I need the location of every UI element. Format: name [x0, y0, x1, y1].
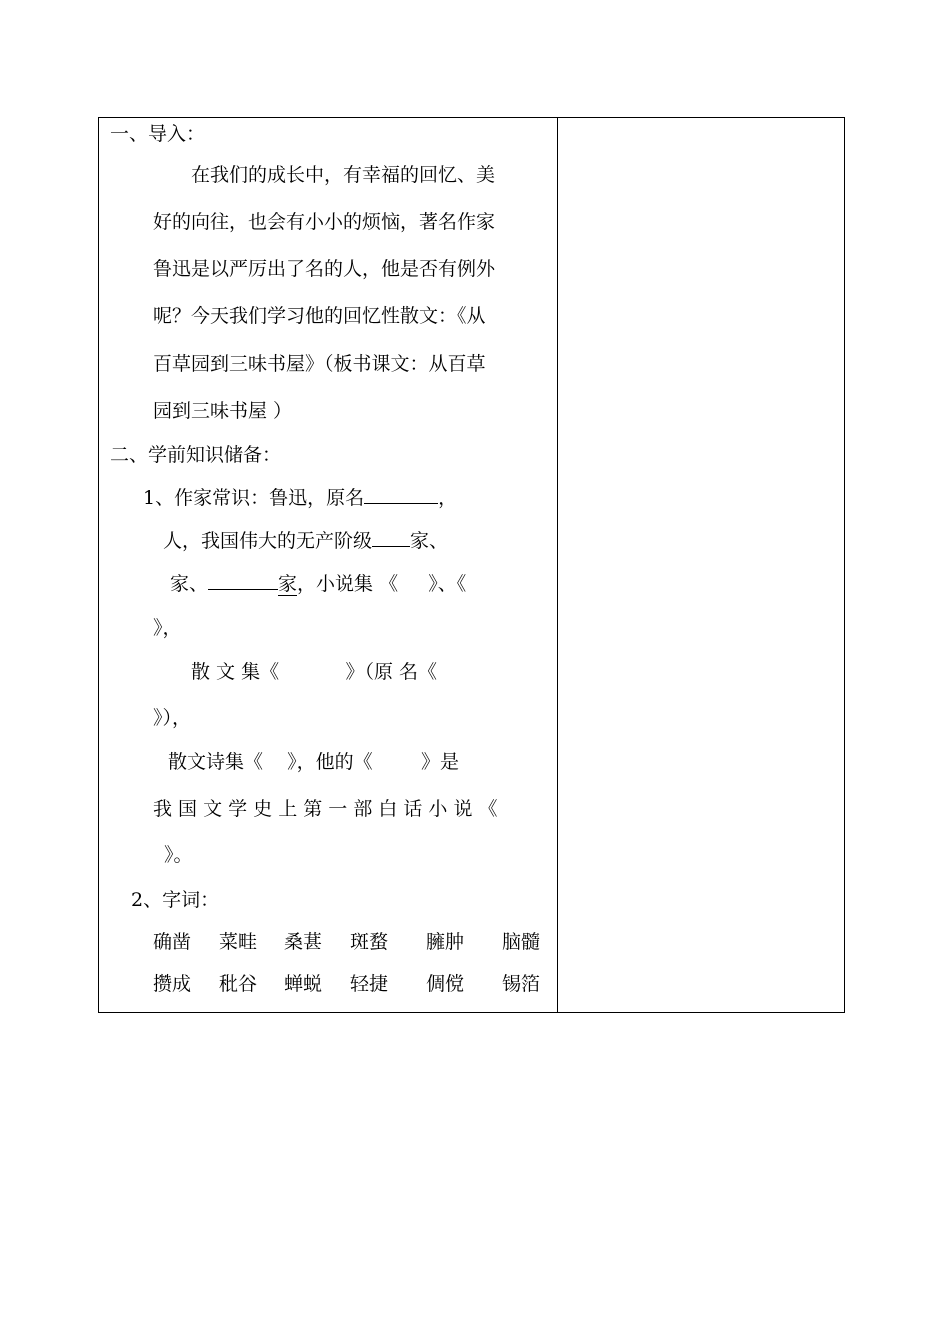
vocab-word: 锡箔: [502, 973, 541, 995]
author-line-2-end: 家、: [410, 530, 449, 552]
intro-line-1: 在我们的成长中，有幸福的回忆、美: [191, 164, 496, 186]
role-blank-1[interactable]: [372, 528, 410, 547]
vocab-word: 桑葚: [284, 931, 323, 953]
author-line-2: [163, 528, 448, 552]
vocab-word: 蝉蜕: [284, 973, 323, 995]
author-line-3-word: 家: [278, 573, 298, 595]
author-line-9: 》。: [164, 844, 193, 866]
lesson-table: [98, 117, 845, 1013]
name-blank[interactable]: [364, 485, 438, 504]
column-divider: [557, 117, 558, 1013]
intro-line-2: 好的向往，也会有小小的烦恼，著名作家: [153, 211, 496, 233]
vocab-word: 脑髓: [502, 931, 541, 953]
author-line-3-end: ，小说集 《 》、《: [297, 573, 467, 595]
vocab-word: 确凿: [153, 931, 192, 953]
vocab-word: 倜傥: [426, 973, 465, 995]
author-line-1-end: ，: [438, 487, 458, 509]
intro-line-3: 鲁迅是以严厉出了名的人，他是否有例外: [153, 258, 496, 280]
intro-line-4: 呢？今天我们学习他的回忆性散文：《从: [153, 305, 486, 327]
author-line-3: [170, 571, 466, 595]
prep-heading: 二、学前知识储备：: [110, 444, 282, 466]
author-line-3-text: 家、: [170, 573, 209, 595]
vocab-heading: 2、字词：: [131, 889, 220, 911]
vocab-word: 秕谷: [219, 973, 258, 995]
author-line-1: [143, 485, 457, 509]
intro-heading: 一、导入：: [110, 123, 206, 145]
author-line-7: 散文诗集《 》，他的《 》是: [168, 751, 459, 773]
intro-line-6: 园到三味书屋 ）: [153, 400, 293, 422]
author-line-2-text: 人，我国伟大的无产阶级: [163, 530, 373, 552]
author-line-6: 》），: [153, 707, 192, 729]
author-line-8: 我 国 文 学 史 上 第 一 部 白 话 小 说 《: [153, 798, 498, 820]
author-line-1-text: 1、作家常识：鲁迅，原名: [143, 487, 365, 509]
vocab-word: 攒成: [153, 973, 192, 995]
role-blank-2[interactable]: [208, 571, 278, 590]
vocab-word: 臃肿: [426, 931, 465, 953]
author-line-4: 》，: [153, 617, 182, 639]
vocab-word: 斑蝥: [350, 931, 389, 953]
vocab-word: 轻捷: [350, 973, 389, 995]
author-line-5: 散 文 集《 》（原 名《: [191, 661, 438, 683]
vocab-word: 菜畦: [219, 931, 258, 953]
intro-line-5: 百草园到三味书屋》（板书课文：从百草: [153, 353, 486, 375]
